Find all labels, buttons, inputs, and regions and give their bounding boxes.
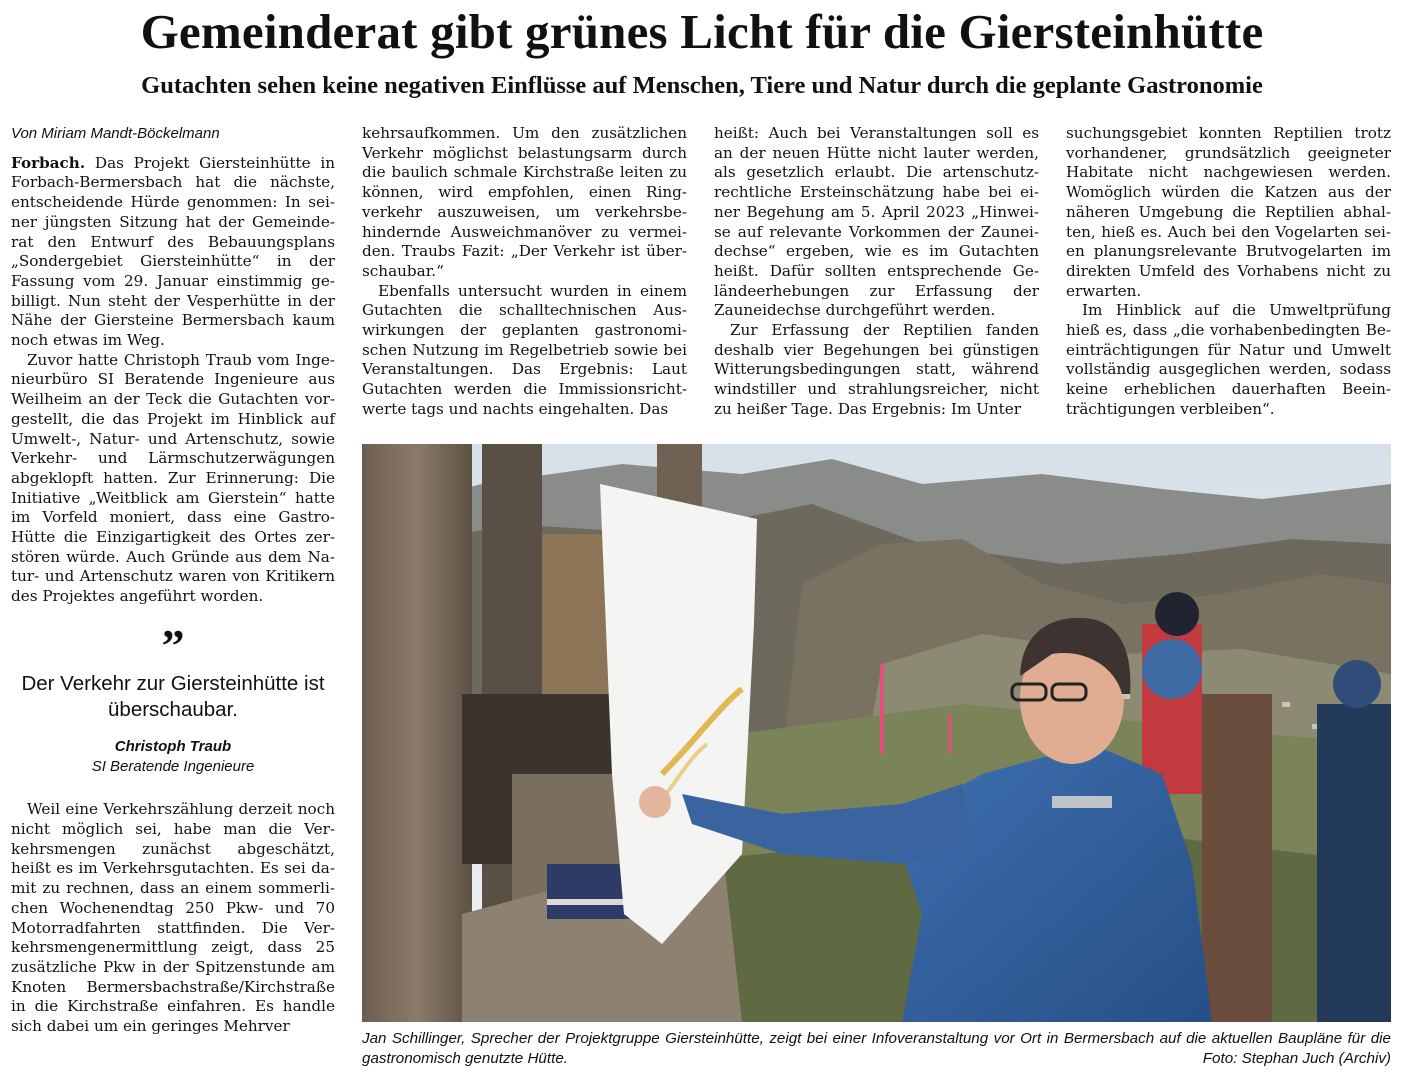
paragraph: Zur Erfassung der Reptilien fanden deshalb vier Begehungen bei günstigen Witterungsbedingungen statt, während windstiller und strahlungsreicher, nicht zu heißer Tage. Das Ergebnis: Im Unter — [714, 321, 1039, 418]
subheadline: Gutachten sehen keine negativen Einflüsse auf Menschen, Tiere und Natur durch die geplante Gastronomie — [141, 72, 1263, 99]
headline: Gemeinderat gibt grünes Licht für die Giersteinhütte — [140, 4, 1264, 59]
photo-credit: Foto: Stephan Juch (Archiv) — [1202, 1050, 1391, 1067]
paragraph: suchungsgebiet konnten Reptilien trotz vorhandener, grundsätzlich geeigneter Habitate nicht nachgewiesen werden. Womöglich würden die Katzen aus der näheren Umgebung die Reptilien abhalten, hieß es. Auch bei den Vogelarten seien planungsrelevante Brutvogelarten im direkten Umfeld des Vorhabens nicht zu erwarten. — [1066, 124, 1391, 300]
article-column-3 — [714, 124, 1039, 420]
paragraph — [11, 154, 335, 351]
paragraph: Ebenfalls untersucht wurden in einem Gutachten die schalltechnischen Auswirkungen der geplanten gastronomischen Nutzung im Regelbetrieb sowie bei Veranstaltungen. Das Ergebnis: Laut Gutachten werden die Immissionsrichtwerte tags und nachts eingehalten. Das — [362, 281, 687, 418]
byline: Von Miriam Mandt-Böckelmann — [11, 125, 220, 142]
paragraph: heißt: Auch bei Veranstaltungen soll es an der neuen Hütte nicht lauter werden, als gesetzlich erlaubt. Die artenschutzrechtliche Ersteinschätzung habe bei einer Begehung am 5. April 2023 „Hinweise auf relevante Vorkommen der Zauneidechse“ ergeben, wie es im Gutachten heißt. Dafür sollten entsprechende Geländeerhebungen zur Erfassung der Zauneidechse durchgeführt werden. — [714, 124, 1039, 320]
caption-text: Jan Schillinger, Sprecher der Projektgruppe Giersteinhütte, zeigt bei einer Infoveranstaltung vor Ort in Bermersbach auf die aktuellen Baupläne für die gastronomisch genutzte Hütte. — [362, 1030, 1391, 1067]
photo-caption — [362, 1029, 1391, 1069]
quote-mark-icon: ” — [161, 619, 185, 671]
pull-quote-text: Der Verkehr zur Giersteinhütte ist überschaubar. — [21, 671, 325, 721]
article-column-4 — [1066, 124, 1391, 420]
pull-quote — [11, 619, 335, 776]
dateline: Forbach. — [11, 153, 86, 172]
article-column-2 — [362, 124, 687, 420]
pull-quote-organization: SI Beratende Ingenieure — [91, 757, 255, 775]
paragraph: Im Hinblick auf die Umweltprüfung hieß es, dass „die vorhabenbedingten Beeinträchtigungen für Natur und Umwelt vollständig ausgeglichen werden, sodass keine erheblichen dauerhaften Beeinträchtigungen verbleiben“. — [1066, 301, 1391, 418]
paragraph: Weil eine Verkehrszählung derzeit noch nicht möglich sei, habe man die Verkehrsmengen zunächst abgeschätzt, heißt es im Verkehrsgutachten. Es sei damit zu rechnen, dass an einem sommerlichen Wochenendtag 250 Pkw- und 70 Motorradfahrten stattfinden. Die Verkehrsmengenermittlung zeigt, dass 25 zusätzliche Pkw in der Spitzenstunde am Knoten Bermersbachstraße/Kirchstraße in die Kirchstraße einfahren. Es handle sich dabei um ein geringes Mehrver — [11, 800, 335, 1036]
article-photo — [362, 444, 1391, 1022]
paragraph: kehrsaufkommen. Um den zusätzlichen Verkehr möglichst belastungsarm durch die baulich schmale Kirchstraße leiten zu können, wird empfohlen, einen Ringverkehr auszuweisen, um verkehrsbehindernde Ausweichmanöver zu vermeiden. Traubs Fazit: „Der Verkehr ist überschaubar.“ — [362, 124, 687, 280]
paragraph: Zuvor hatte Christoph Traub vom Ingenieurbüro SI Beratende Ingenieure aus Weilheim an der Teck die Gutachten vorgestellt, die das Projekt im Hinblick auf Umwelt-, Natur- und Artenschutz, sowie Verkehr- und Lärmschutzerwägungen abgeklopft hatten. Zur Erinnerung: Die Initiative „Weitblick am Gierstein“ hatte im Vorfeld moniert, dass eine Gastro-Hütte die Einzigartigkeit des Ortes zerstören würde. Auch Gründe aus dem Natur- und Artenschutz waren von Kritikern des Projektes angeführt worden. — [11, 350, 335, 606]
pull-quote-author: Christoph Traub — [114, 737, 232, 755]
article-column-1 — [11, 124, 335, 1037]
paragraph-text: Das Projekt Giersteinhütte in Forbach-Bermersbach hat die nächste, entscheidende Hürde genommen: In seiner jüngsten Sitzung hat der Gemeinderat den Entwurf des Bebauungsplans „Sondergebiet Giersteinhütte“ in der Fassung vom 29. Januar einstimmig gebilligt. Nun steht der Vesperhütte in der Nähe der Giersteine Bermersbach kaum noch etwas im Weg. — [11, 153, 335, 350]
